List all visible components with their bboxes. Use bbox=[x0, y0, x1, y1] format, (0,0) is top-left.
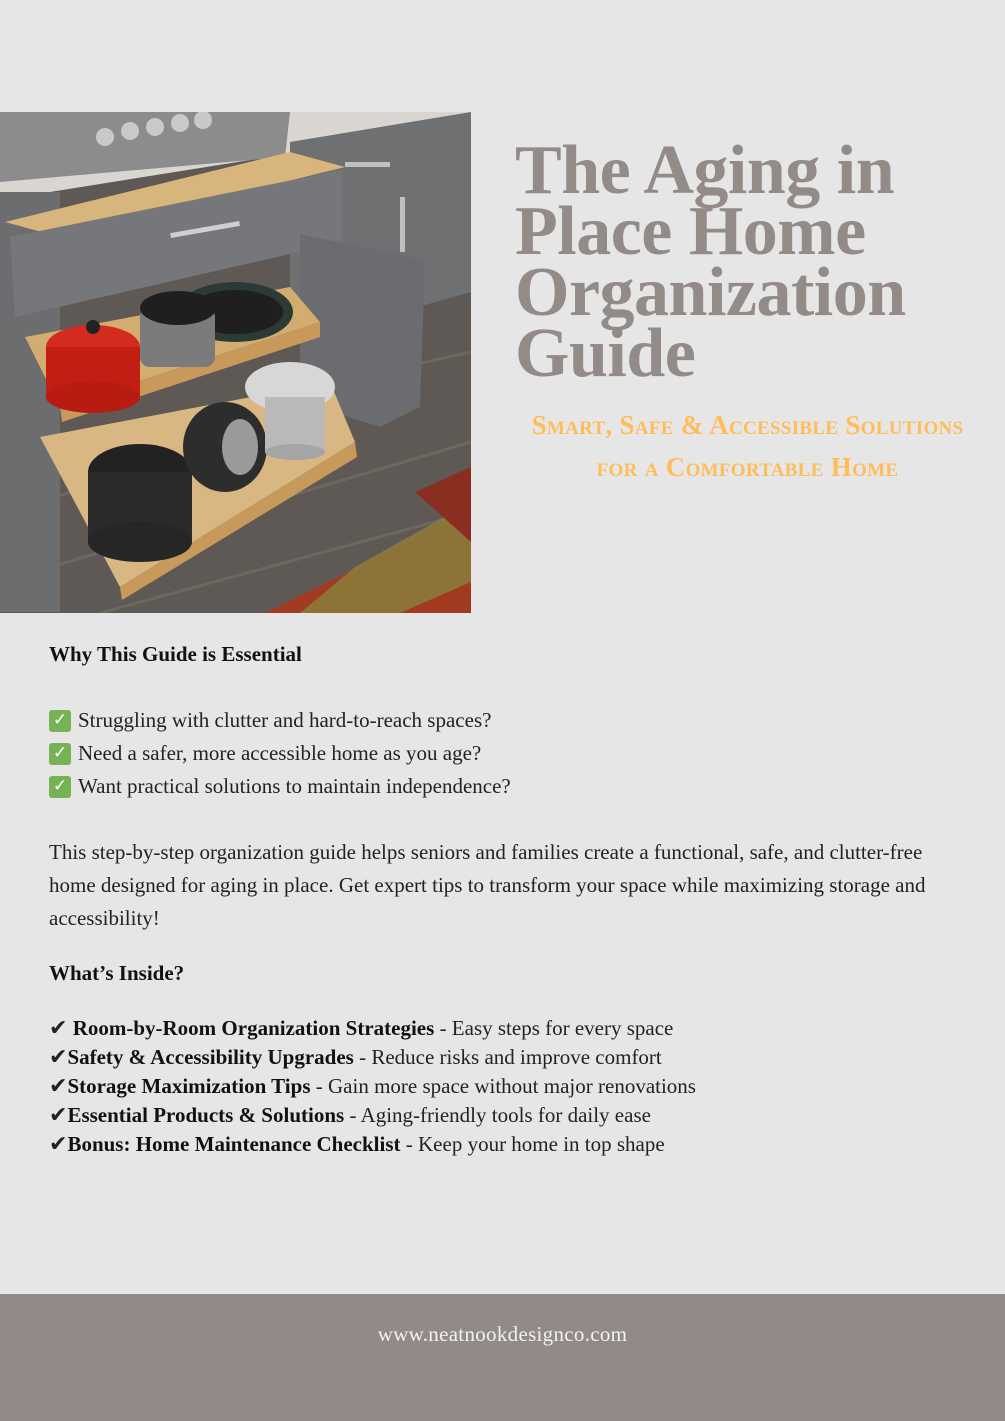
page-title: The Aging in Place Home Organization Guide bbox=[515, 132, 906, 392]
check-mark-icon: ✓ bbox=[49, 743, 71, 765]
inside-item-desc: - Gain more space without major renovations bbox=[310, 1074, 696, 1098]
subtitle bbox=[500, 404, 995, 488]
intro-paragraph: This step-by-step organization guide helps seniors and families create a functional, safe, and clutter-free home designed for aging in place. Get expert tips to transform your space while maximizing storage and accessibility! bbox=[49, 840, 926, 930]
inside-item-title: Bonus: Home Maintenance Checklist bbox=[67, 1132, 401, 1156]
why-item-text: Need a safer, more accessible home as you age? bbox=[78, 741, 482, 765]
check-mark-icon: ✓ bbox=[49, 710, 71, 732]
why-item-text: Struggling with clutter and hard-to-reach spaces? bbox=[78, 708, 492, 732]
inside-item-desc: - Keep your home in top shape bbox=[400, 1132, 665, 1156]
inside-list bbox=[49, 1014, 696, 1159]
inside-item bbox=[49, 1043, 696, 1072]
inside-item bbox=[49, 1014, 696, 1043]
checkmark-icon: ✔ bbox=[49, 1103, 68, 1128]
inside-item-desc: - Easy steps for every space bbox=[434, 1016, 674, 1040]
why-list bbox=[49, 704, 511, 803]
checkmark-icon: ✔ bbox=[49, 1132, 68, 1157]
inside-item-title: Room-by-Room Organization Strategies bbox=[72, 1016, 435, 1040]
why-item bbox=[49, 737, 511, 770]
website-link[interactable]: www.neatnookdesignco.com bbox=[377, 1322, 628, 1346]
inside-item bbox=[49, 1101, 696, 1130]
inside-item-desc: - Aging-friendly tools for daily ease bbox=[344, 1103, 651, 1127]
inside-item-title: Safety & Accessibility Upgrades bbox=[67, 1045, 354, 1069]
why-item-text: Want practical solutions to maintain independence? bbox=[78, 774, 511, 798]
subtitle-line-1: Smart, Safe & Accessible Solutions bbox=[531, 410, 964, 440]
why-item bbox=[49, 770, 511, 803]
inside-item-title: Essential Products & Solutions bbox=[67, 1103, 345, 1127]
inside-item bbox=[49, 1130, 696, 1159]
inside-item-desc: - Reduce risks and improve comfort bbox=[353, 1045, 662, 1069]
why-item bbox=[49, 704, 511, 737]
inside-item bbox=[49, 1072, 696, 1101]
checkmark-icon: ✔ bbox=[49, 1016, 68, 1041]
checkmark-icon: ✔ bbox=[49, 1045, 68, 1070]
inside-item-title: Storage Maximization Tips bbox=[67, 1074, 311, 1098]
inside-heading: What’s Inside? bbox=[49, 961, 185, 985]
checkmark-icon: ✔ bbox=[49, 1074, 68, 1099]
hero-photo bbox=[0, 112, 471, 613]
why-heading: Why This Guide is Essential bbox=[49, 642, 302, 666]
check-mark-icon: ✓ bbox=[49, 776, 71, 798]
subtitle-line-2: for a Comfortable Home bbox=[596, 452, 899, 482]
footer-bar bbox=[0, 1294, 1005, 1421]
